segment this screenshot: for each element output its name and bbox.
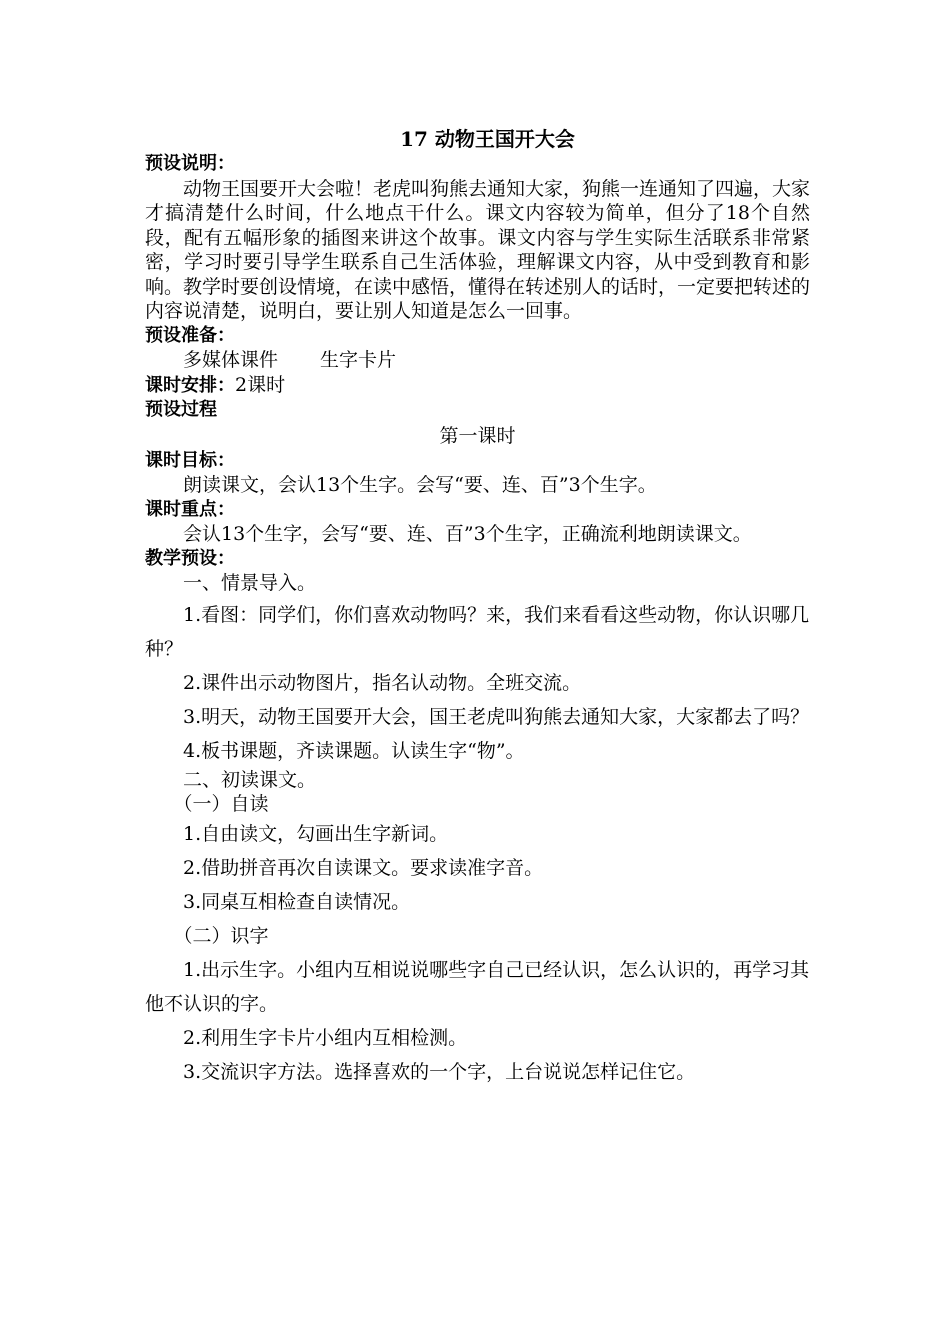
goal-paragraph: 朗读课文，会认13个生字。会写“要、连、百”3个生字。 <box>183 474 657 496</box>
intro-step-4: 4.板书课题，齐读课题。认读生字“物”。 <box>183 739 525 762</box>
character-step-2: 2.利用生字卡片小组内互相检测。 <box>183 1026 468 1049</box>
document-title: 17 动物王国开大会 <box>400 127 575 151</box>
reading-step-1: 1.自由读文，勾画出生字新词。 <box>183 822 449 845</box>
section-heading-key-points: 课时重点： <box>145 498 235 520</box>
section-heading-teaching: 教学预设： <box>145 547 235 569</box>
intro-step-2: 2.课件出示动物图片，指名认动物。全班交流。 <box>183 671 582 694</box>
preparation-item-courseware: 多媒体课件 <box>183 349 279 371</box>
section-heading-schedule: 课时安排： <box>145 374 235 396</box>
part-one-heading: 一、情景导入。 <box>183 572 317 594</box>
subsection-character-learning: （二）识字 <box>173 924 269 947</box>
subsection-self-reading: （一）自读 <box>173 793 269 815</box>
document-content <box>145 126 810 1089</box>
schedule-value: 2课时 <box>235 373 286 396</box>
section-heading-description: 预设说明： <box>145 153 235 174</box>
section-heading-preparation: 预设准备： <box>145 324 235 346</box>
preparation-items <box>145 348 810 373</box>
section-heading-goal: 课时目标： <box>145 449 235 471</box>
part-two-heading: 二、初读课文。 <box>183 768 317 791</box>
key-points-paragraph: 会认13个生字，会写“要、连、百”3个生字，正确流利地朗读课文。 <box>183 523 752 545</box>
schedule-line <box>145 373 810 399</box>
intro-step-1: 1.看图：同学们，你们喜欢动物吗？来，我们来看看这些动物，你认识哪几种？ <box>145 603 810 660</box>
section-heading-process: 预设过程 <box>145 399 217 420</box>
reading-step-3: 3.同桌互相检查自读情况。 <box>183 890 411 913</box>
intro-step-3: 3.明天，动物王国要开大会，国王老虎叫狗熊去通知大家，大家都去了吗？ <box>183 705 810 728</box>
character-step-1: 1.出示生字。小组内互相说说哪些字自己已经认识，怎么认识的，再学习其他不认识的字。 <box>145 958 810 1015</box>
character-step-3: 3.交流识字方法。选择喜欢的一个字，上台说说怎样记住它。 <box>183 1060 696 1083</box>
lesson-one-heading: 第一课时 <box>439 424 516 447</box>
description-paragraph: 动物王国要开大会啦！老虎叫狗熊去通知大家，狗熊一连通知了四遍，大家才搞清楚什么时间，什么地点干什么。课文内容较为简单，但分了18个自然段，配有五幅形象的插图来讲这个故事。课文内容与学生实际生活联系非常紧密，学习时要引导学生联系自己生活体验，理解课文内容，从中受到教育和影响。教学时要创设情境，在读中感悟，懂得在转述别人的话时，一定要把转述的内容说清楚，说明白，要让别人知道是怎么一回事。 <box>145 177 811 322</box>
reading-step-2: 2.借助拼音再次自读课文。要求读准字音。 <box>183 856 544 879</box>
preparation-item-cards: 生字卡片 <box>320 349 397 371</box>
